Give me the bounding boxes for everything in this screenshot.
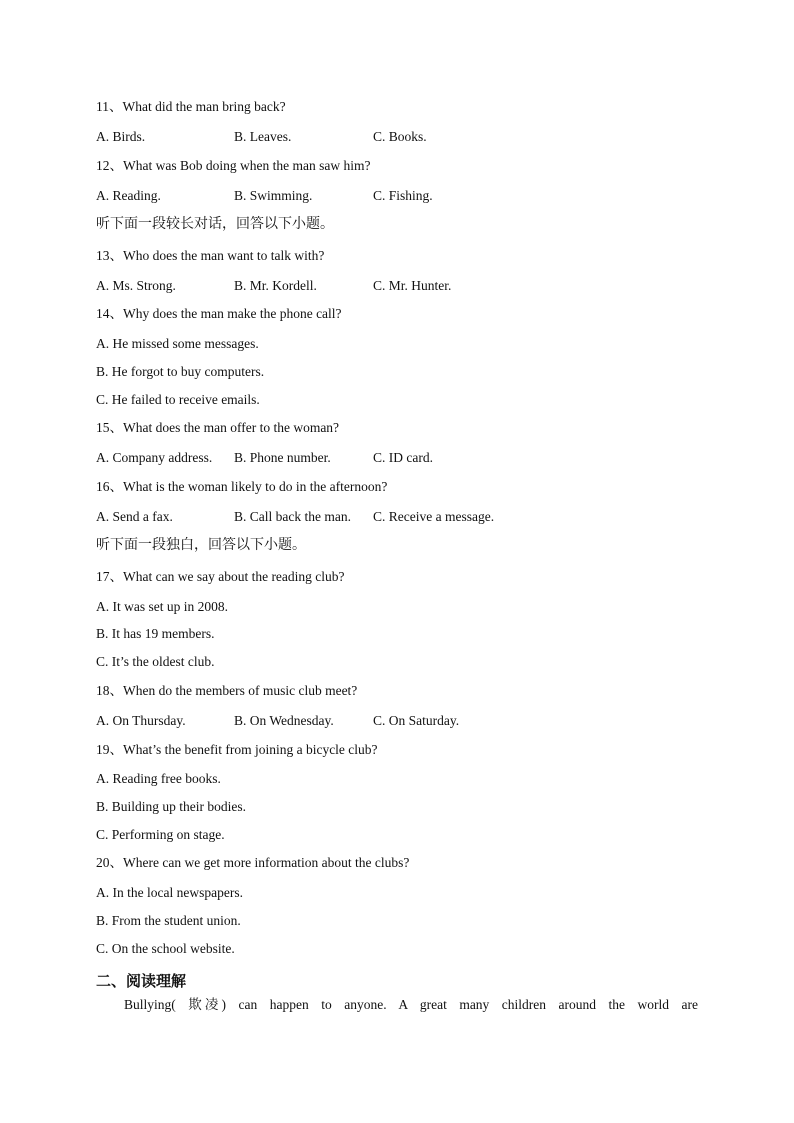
question-19-option-a: A. Reading free books. bbox=[96, 771, 221, 786]
question-17-option-b: B. It has 19 members. bbox=[96, 626, 215, 641]
question-19-option-c: C. Performing on stage. bbox=[96, 827, 225, 842]
question-13-option-a: A. Ms. Strong. bbox=[96, 278, 176, 293]
question-13-stem: 13、Who does the man want to talk with? bbox=[96, 248, 325, 263]
question-18-stem: 18、When do the members of music club meet? bbox=[96, 683, 358, 698]
question-20-stem: 20、Where can we get more information about the clubs? bbox=[96, 855, 410, 870]
question-15-option-c: C. ID card. bbox=[373, 450, 433, 465]
section-2-heading: 二、阅读理解 bbox=[96, 972, 187, 990]
question-14-option-c: C. He failed to receive emails. bbox=[96, 392, 260, 407]
question-17-option-c: C. It’s the oldest club. bbox=[96, 654, 215, 669]
question-15-option-b: B. Phone number. bbox=[234, 450, 331, 465]
question-18-option-a: A. On Thursday. bbox=[96, 713, 186, 728]
question-11-option-b: B. Leaves. bbox=[234, 129, 292, 144]
question-15-option-a: A. Company address. bbox=[96, 450, 213, 465]
question-14-stem: 14、Why does the man make the phone call? bbox=[96, 306, 342, 321]
question-19-option-b: B. Building up their bodies. bbox=[96, 799, 246, 814]
question-12-stem: 12、What was Bob doing when the man saw him? bbox=[96, 158, 371, 173]
question-11-stem: 11、What did the man bring back? bbox=[96, 99, 286, 114]
question-19-stem: 19、What’s the benefit from joining a bicycle club? bbox=[96, 742, 378, 757]
question-12-option-b: B. Swimming. bbox=[234, 188, 313, 203]
question-18-option-c: C. On Saturday. bbox=[373, 713, 460, 728]
question-16-stem: 16、What is the woman likely to do in the afternoon? bbox=[96, 479, 388, 494]
question-17-stem: 17、What can we say about the reading club? bbox=[96, 569, 345, 584]
question-20-option-c: C. On the school website. bbox=[96, 941, 235, 956]
question-11-option-c: C. Books. bbox=[373, 129, 427, 144]
instruction-dialogue: 听下面一段较长对话，回答以下小题。 bbox=[96, 216, 334, 232]
question-20-option-a: A. In the local newspapers. bbox=[96, 885, 243, 900]
question-11-option-a: A. Birds. bbox=[96, 129, 146, 144]
question-12-option-c: C. Fishing. bbox=[373, 188, 433, 203]
question-13-option-c: C. Mr. Hunter. bbox=[373, 278, 452, 293]
question-15-stem: 15、What does the man offer to the woman? bbox=[96, 420, 340, 435]
question-14-option-a: A. He missed some messages. bbox=[96, 336, 259, 351]
question-16-option-b: B. Call back the man. bbox=[234, 509, 351, 524]
question-12-option-a: A. Reading. bbox=[96, 188, 161, 203]
reading-passage-first-line: Bullying( 欺凌) can happen to anyone. A great many children around the world are bbox=[124, 997, 698, 1012]
instruction-monologue: 听下面一段独白，回答以下小题。 bbox=[96, 537, 306, 553]
question-18-option-b: B. On Wednesday. bbox=[234, 713, 334, 728]
question-20-option-b: B. From the student union. bbox=[96, 913, 241, 928]
question-16-option-a: A. Send a fax. bbox=[96, 509, 173, 524]
question-16-option-c: C. Receive a message. bbox=[373, 509, 495, 524]
question-17-option-a: A. It was set up in 2008. bbox=[96, 599, 228, 614]
question-13-option-b: B. Mr. Kordell. bbox=[234, 278, 317, 293]
question-14-option-b: B. He forgot to buy computers. bbox=[96, 364, 265, 379]
